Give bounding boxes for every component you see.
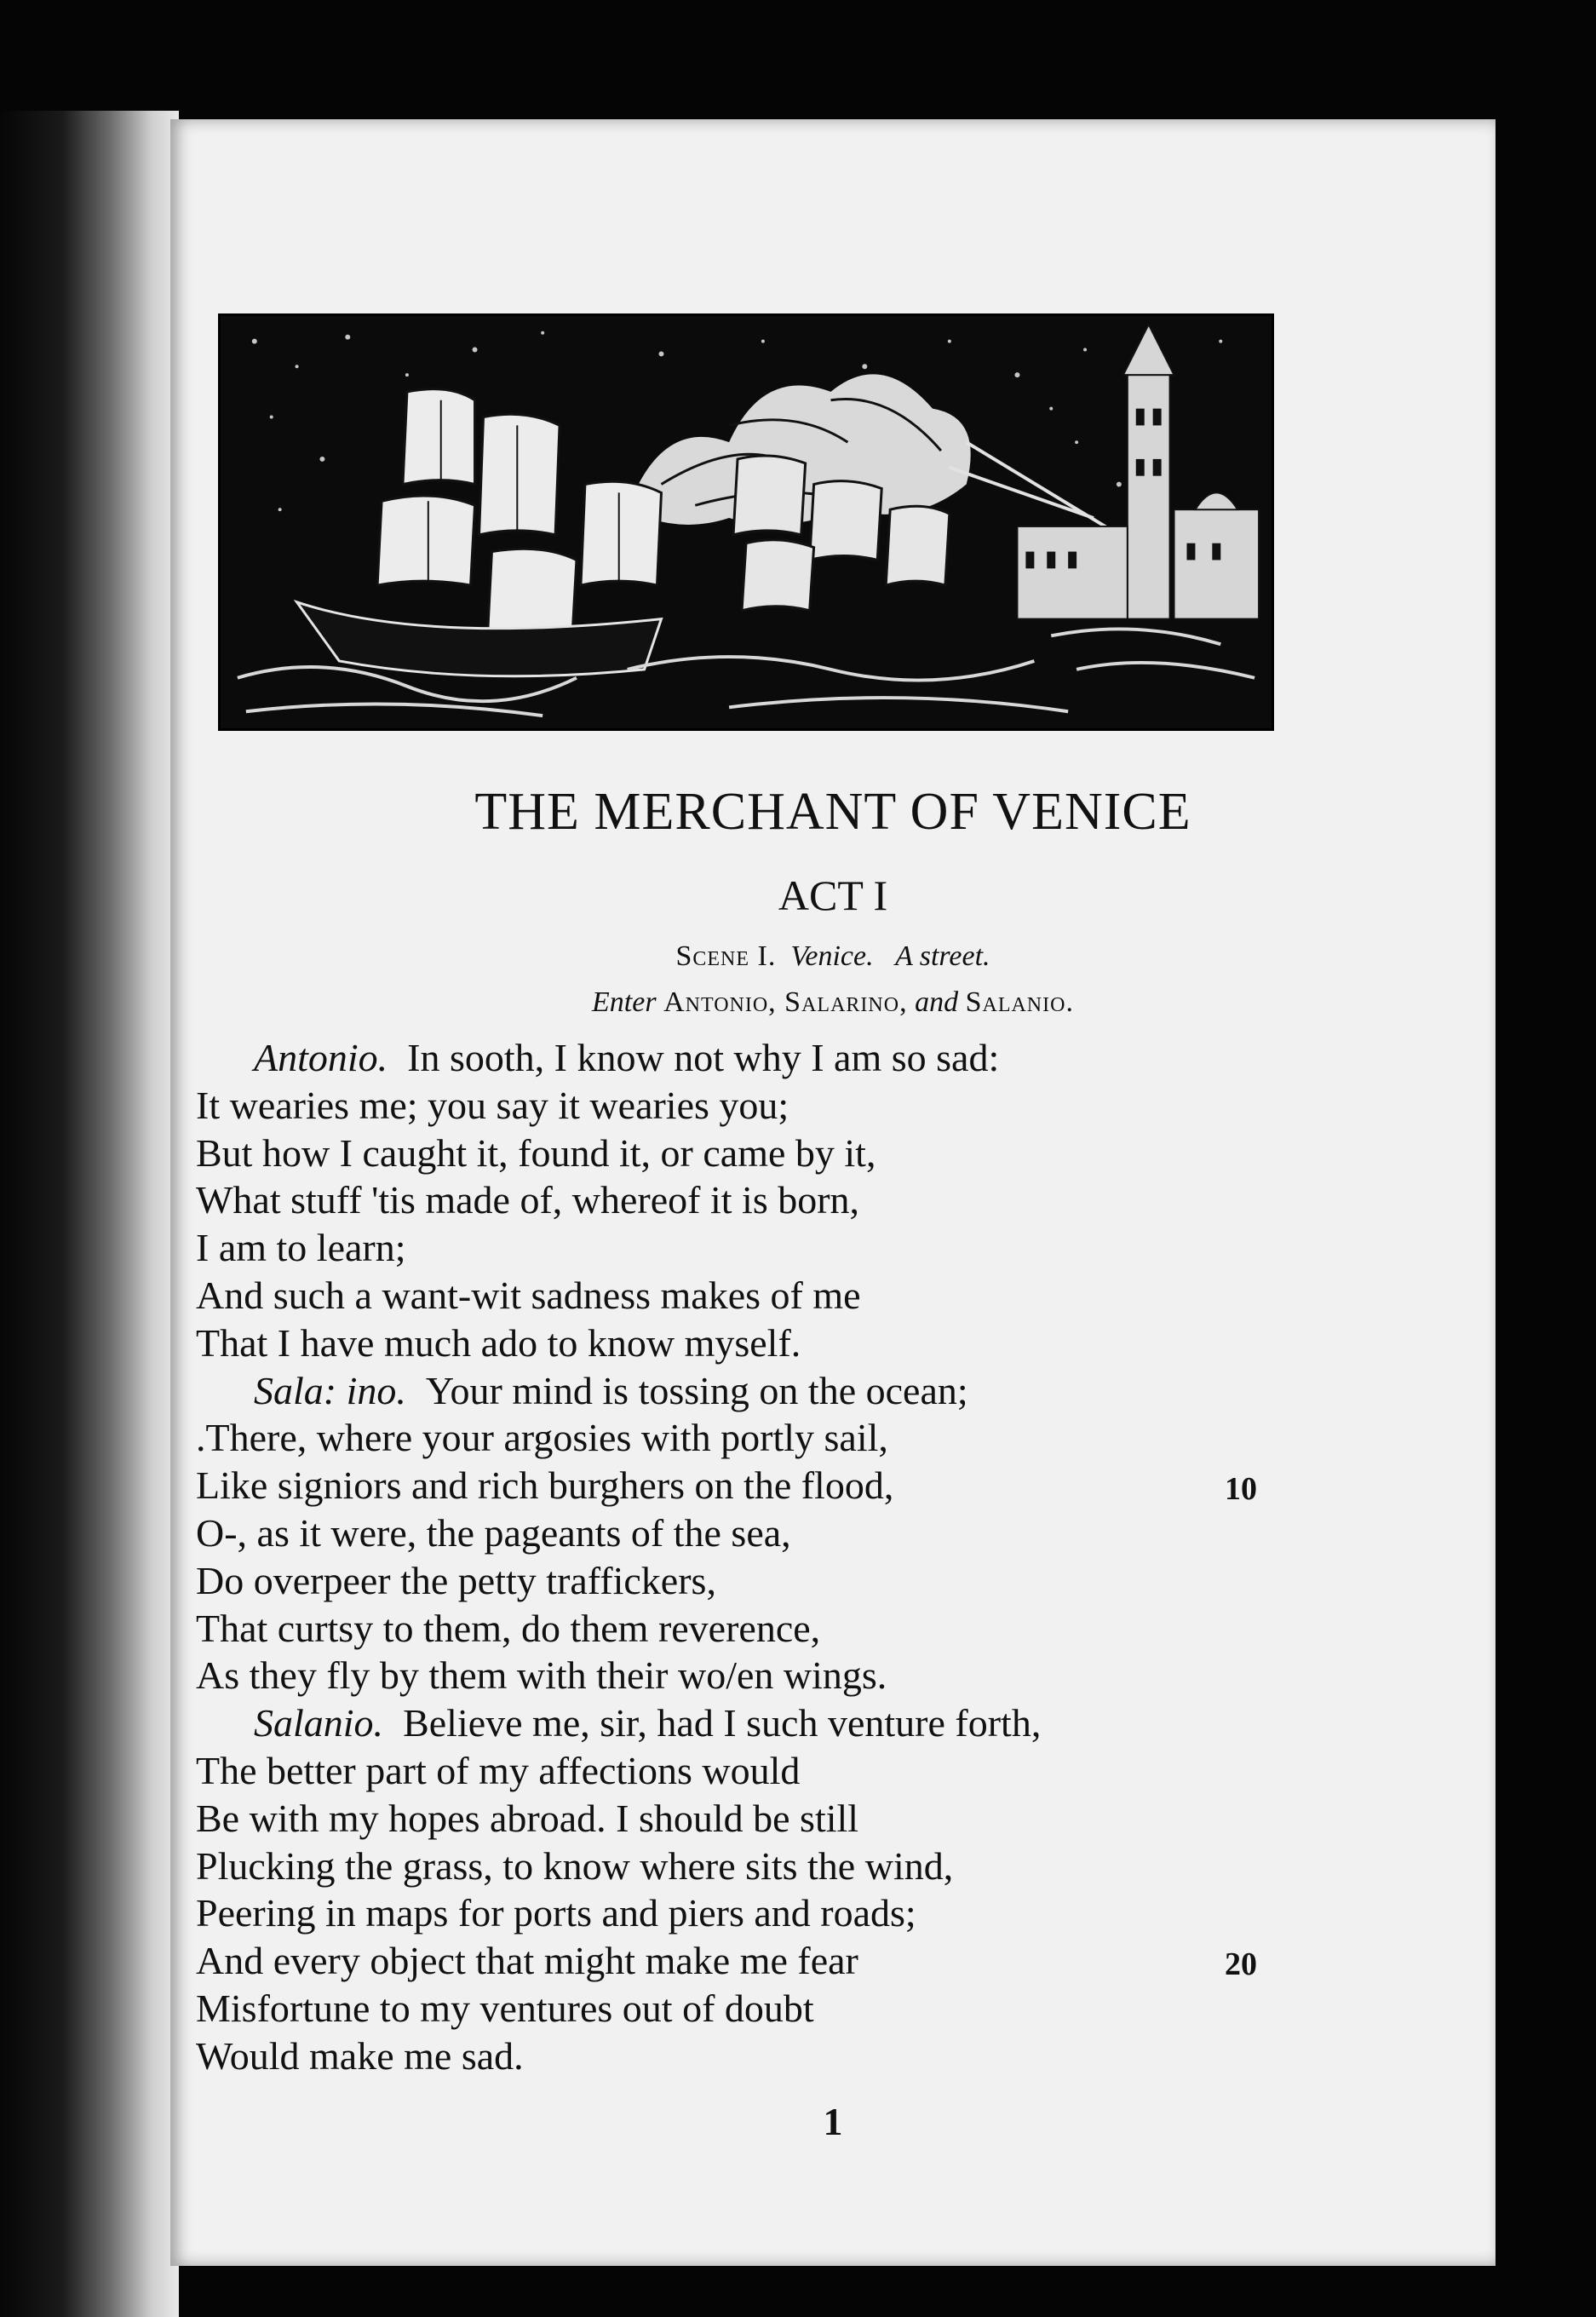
verse-line — [196, 1747, 1303, 1795]
stage-direction-characters: Antonio, Salarino, — [663, 986, 908, 1018]
ships-woodcut-illustration — [218, 313, 1274, 731]
stage-direction — [170, 986, 1496, 1019]
stage-direction-last: Salanio. — [965, 986, 1074, 1018]
verse-line — [196, 1605, 1303, 1653]
line-text: But how I caught it, found it, or came by it, — [196, 1130, 876, 1175]
verse-line — [196, 1414, 1303, 1462]
verse-line — [196, 1985, 1303, 2032]
line-text: In sooth, I know not why I am so sad: — [407, 1036, 1000, 1079]
verse-line — [196, 1272, 1303, 1319]
verse-line — [196, 1509, 1303, 1557]
line-text: What stuff 'tis made of, whereof it is born, — [196, 1178, 860, 1222]
play-title: THE MERCHANT OF VENICE — [474, 783, 1191, 841]
verse-line — [196, 1843, 1303, 1890]
line-text: That I have much ado to know myself. — [196, 1320, 801, 1365]
speech-line — [196, 1367, 1303, 1415]
speech-line — [196, 1034, 1303, 1082]
verse-line — [196, 1130, 1303, 1177]
verse-line — [196, 1889, 1303, 1937]
line-number: 10 — [1225, 1471, 1257, 1508]
line-text: It wearies me; you say it wearies you; — [196, 1083, 789, 1127]
verse-line — [196, 2032, 1303, 2080]
line-text: Your mind is tossing on the ocean; — [425, 1368, 968, 1412]
line-text: Do overpeer the petty traffickers, — [196, 1558, 716, 1602]
line-text: And such a want-wit sadness makes of me — [196, 1273, 861, 1317]
speaker-name: Sala: ino. — [254, 1368, 406, 1412]
scene-place: Venice. — [790, 940, 874, 972]
verse-line — [196, 1462, 1303, 1509]
line-text: Misfortune to my ventures out of doubt — [196, 1986, 814, 2030]
verse-line — [196, 1937, 1303, 1985]
line-text: O-, as it were, the pageants of the sea, — [196, 1510, 791, 1555]
page-number: 1 — [823, 2100, 843, 2143]
verse-line — [196, 1224, 1303, 1272]
scene-label: Scene I. — [675, 940, 777, 972]
book-gutter — [0, 111, 179, 2317]
verse-line — [196, 1652, 1303, 1699]
speaker-name: Antonio. — [254, 1036, 388, 1079]
line-number: 20 — [1225, 1946, 1257, 1983]
scene-heading — [170, 940, 1496, 973]
line-text: That curtsy to them, do them reverence, — [196, 1606, 821, 1650]
verse-line — [196, 1557, 1303, 1605]
stage-direction-conjunction: and — [915, 986, 959, 1018]
line-text: Like signiors and rich burghers on the flood, — [196, 1463, 894, 1508]
line-text: And every object that might make me fear — [196, 1939, 858, 1983]
line-text: The better part of my affections would — [196, 1748, 801, 1792]
line-text: Believe me, sir, had I such venture forth, — [403, 1701, 1042, 1745]
verse-text — [196, 1034, 1303, 2080]
speech-line — [196, 1699, 1303, 1747]
stage-direction-verb: Enter — [592, 986, 657, 1018]
line-text: Be with my hopes abroad. I should be still — [196, 1796, 859, 1840]
verse-line — [196, 1176, 1303, 1224]
line-text: Plucking the grass, to know where sits the wind, — [196, 1843, 954, 1888]
line-text: As they fly by them with their wo/en wings. — [196, 1653, 887, 1698]
verse-line — [196, 1082, 1303, 1130]
line-text: Peering in maps for ports and piers and roads; — [196, 1891, 916, 1935]
line-text: Would make me sad. — [196, 2033, 524, 2078]
scene-setting: A street. — [895, 940, 990, 972]
verse-line — [196, 1319, 1303, 1367]
line-text: I am to learn; — [196, 1226, 406, 1270]
speaker-name: Salanio. — [254, 1701, 384, 1745]
act-heading: ACT I — [778, 871, 888, 919]
line-text: .There, where your argosies with portly sail, — [196, 1416, 888, 1460]
verse-line — [196, 1795, 1303, 1843]
